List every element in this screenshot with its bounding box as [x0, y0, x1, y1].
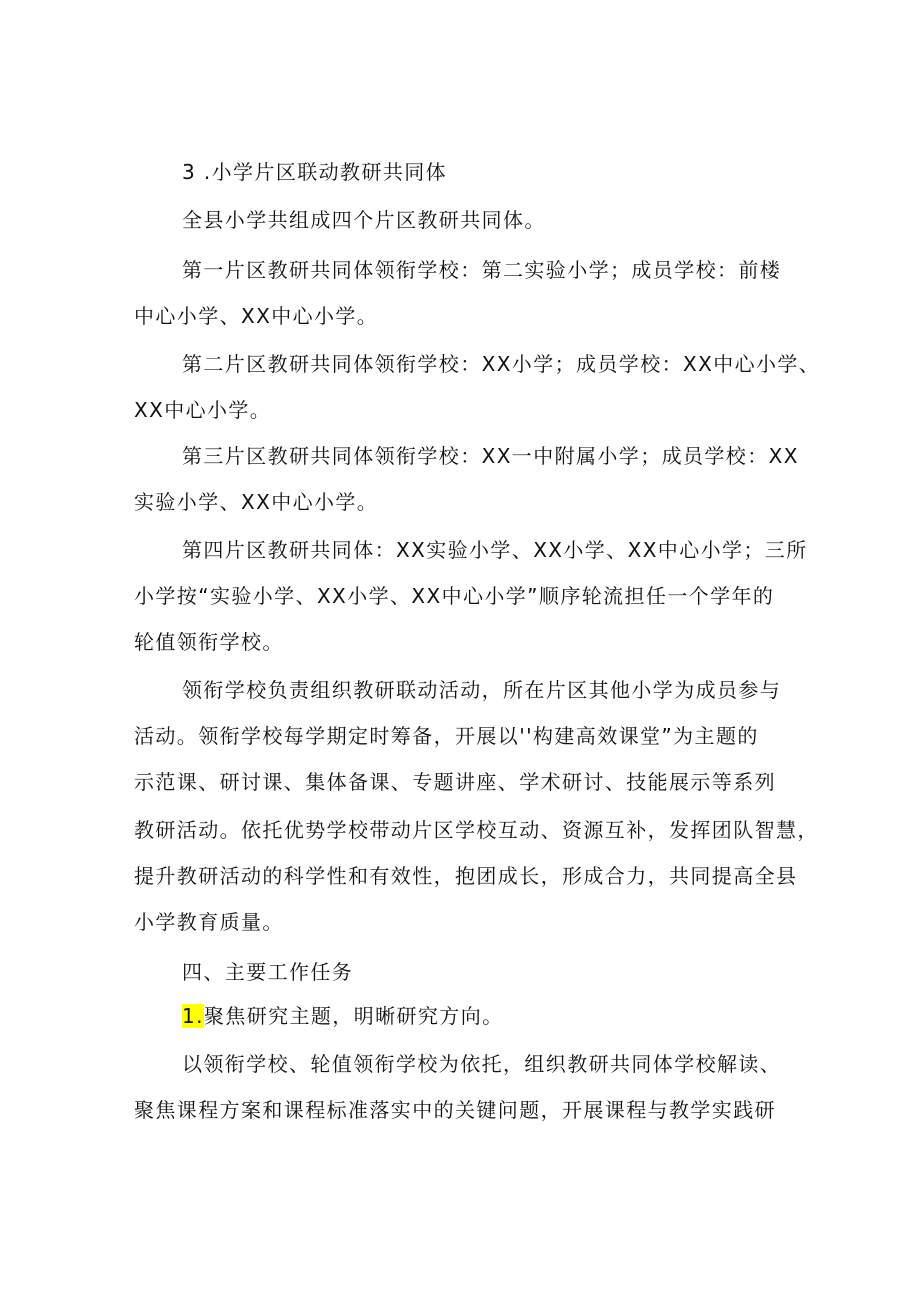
heading-3-number: 3: [182, 160, 197, 184]
zone2-line1: 第二片区教研共同体领衔学校：XX小学；成员学校：XX中心小学、: [182, 352, 821, 376]
lead-paragraph-line3: 示范课、研讨课、集体备课、专题讲座、学术研讨、技能展示等系列: [134, 770, 776, 794]
zone3-line2: 实验小学、XX中心小学。: [134, 490, 379, 514]
lead-paragraph-line5: 提升教研活动的科学性和有效性，抱团成长，形成合力，共同提高全县: [134, 864, 798, 888]
item1-paragraph-line2: 聚焦课程方案和课程标准落实中的关键问题，开展课程与教学实践研: [134, 1098, 776, 1122]
item1-text: 聚焦研究主题，明晰研究方向。: [203, 1004, 504, 1028]
zone4-line3: 轮值领衔学校。: [134, 630, 284, 654]
zone4-line2: 小学按“实验小学、XX小学、XX中心小学”顺序轮流担任一个学年的: [134, 584, 775, 608]
zone2-line2: XX中心小学。: [134, 398, 272, 422]
item1-number-highlight: 1.: [182, 1004, 204, 1028]
item1-heading: [182, 1002, 504, 1030]
zone4-line1: 第四片区教研共同体：XX实验小学、XX小学、XX中心小学；三所: [182, 538, 808, 562]
zone1-line1: 第一片区教研共同体领衔学校：第二实验小学；成员学校：前楼: [182, 258, 782, 282]
section4-title: 四、主要工作任务: [182, 960, 354, 984]
lead-paragraph-line6: 小学教育质量。: [134, 910, 284, 934]
lead-paragraph-line4: 教研活动。依托优势学校带动片区学校互动、资源互补，发挥团队智慧，: [134, 818, 819, 842]
lead-paragraph-line1: 领衔学校负责组织教研联动活动，所在片区其他小学为成员参与: [182, 678, 782, 702]
heading-3: [182, 158, 447, 186]
heading-3-text: .小学片区联动教研共同体: [203, 160, 448, 184]
lead-paragraph-line2: 活动。领衔学校每学期定时筹备，开展以''构建高效课堂”为主题的: [134, 724, 759, 748]
zone3-line1: 第三片区教研共同体领衔学校：XX一中附属小学；成员学校：XX: [182, 444, 799, 468]
zone1-line2: 中心小学、XX中心小学。: [134, 304, 379, 328]
intro-line: 全县小学共组成四个片区教研共同体。: [182, 208, 546, 232]
item1-paragraph-line1: 以领衔学校、轮值领衔学校为依托，组织教研共同体学校解读、: [182, 1052, 782, 1076]
